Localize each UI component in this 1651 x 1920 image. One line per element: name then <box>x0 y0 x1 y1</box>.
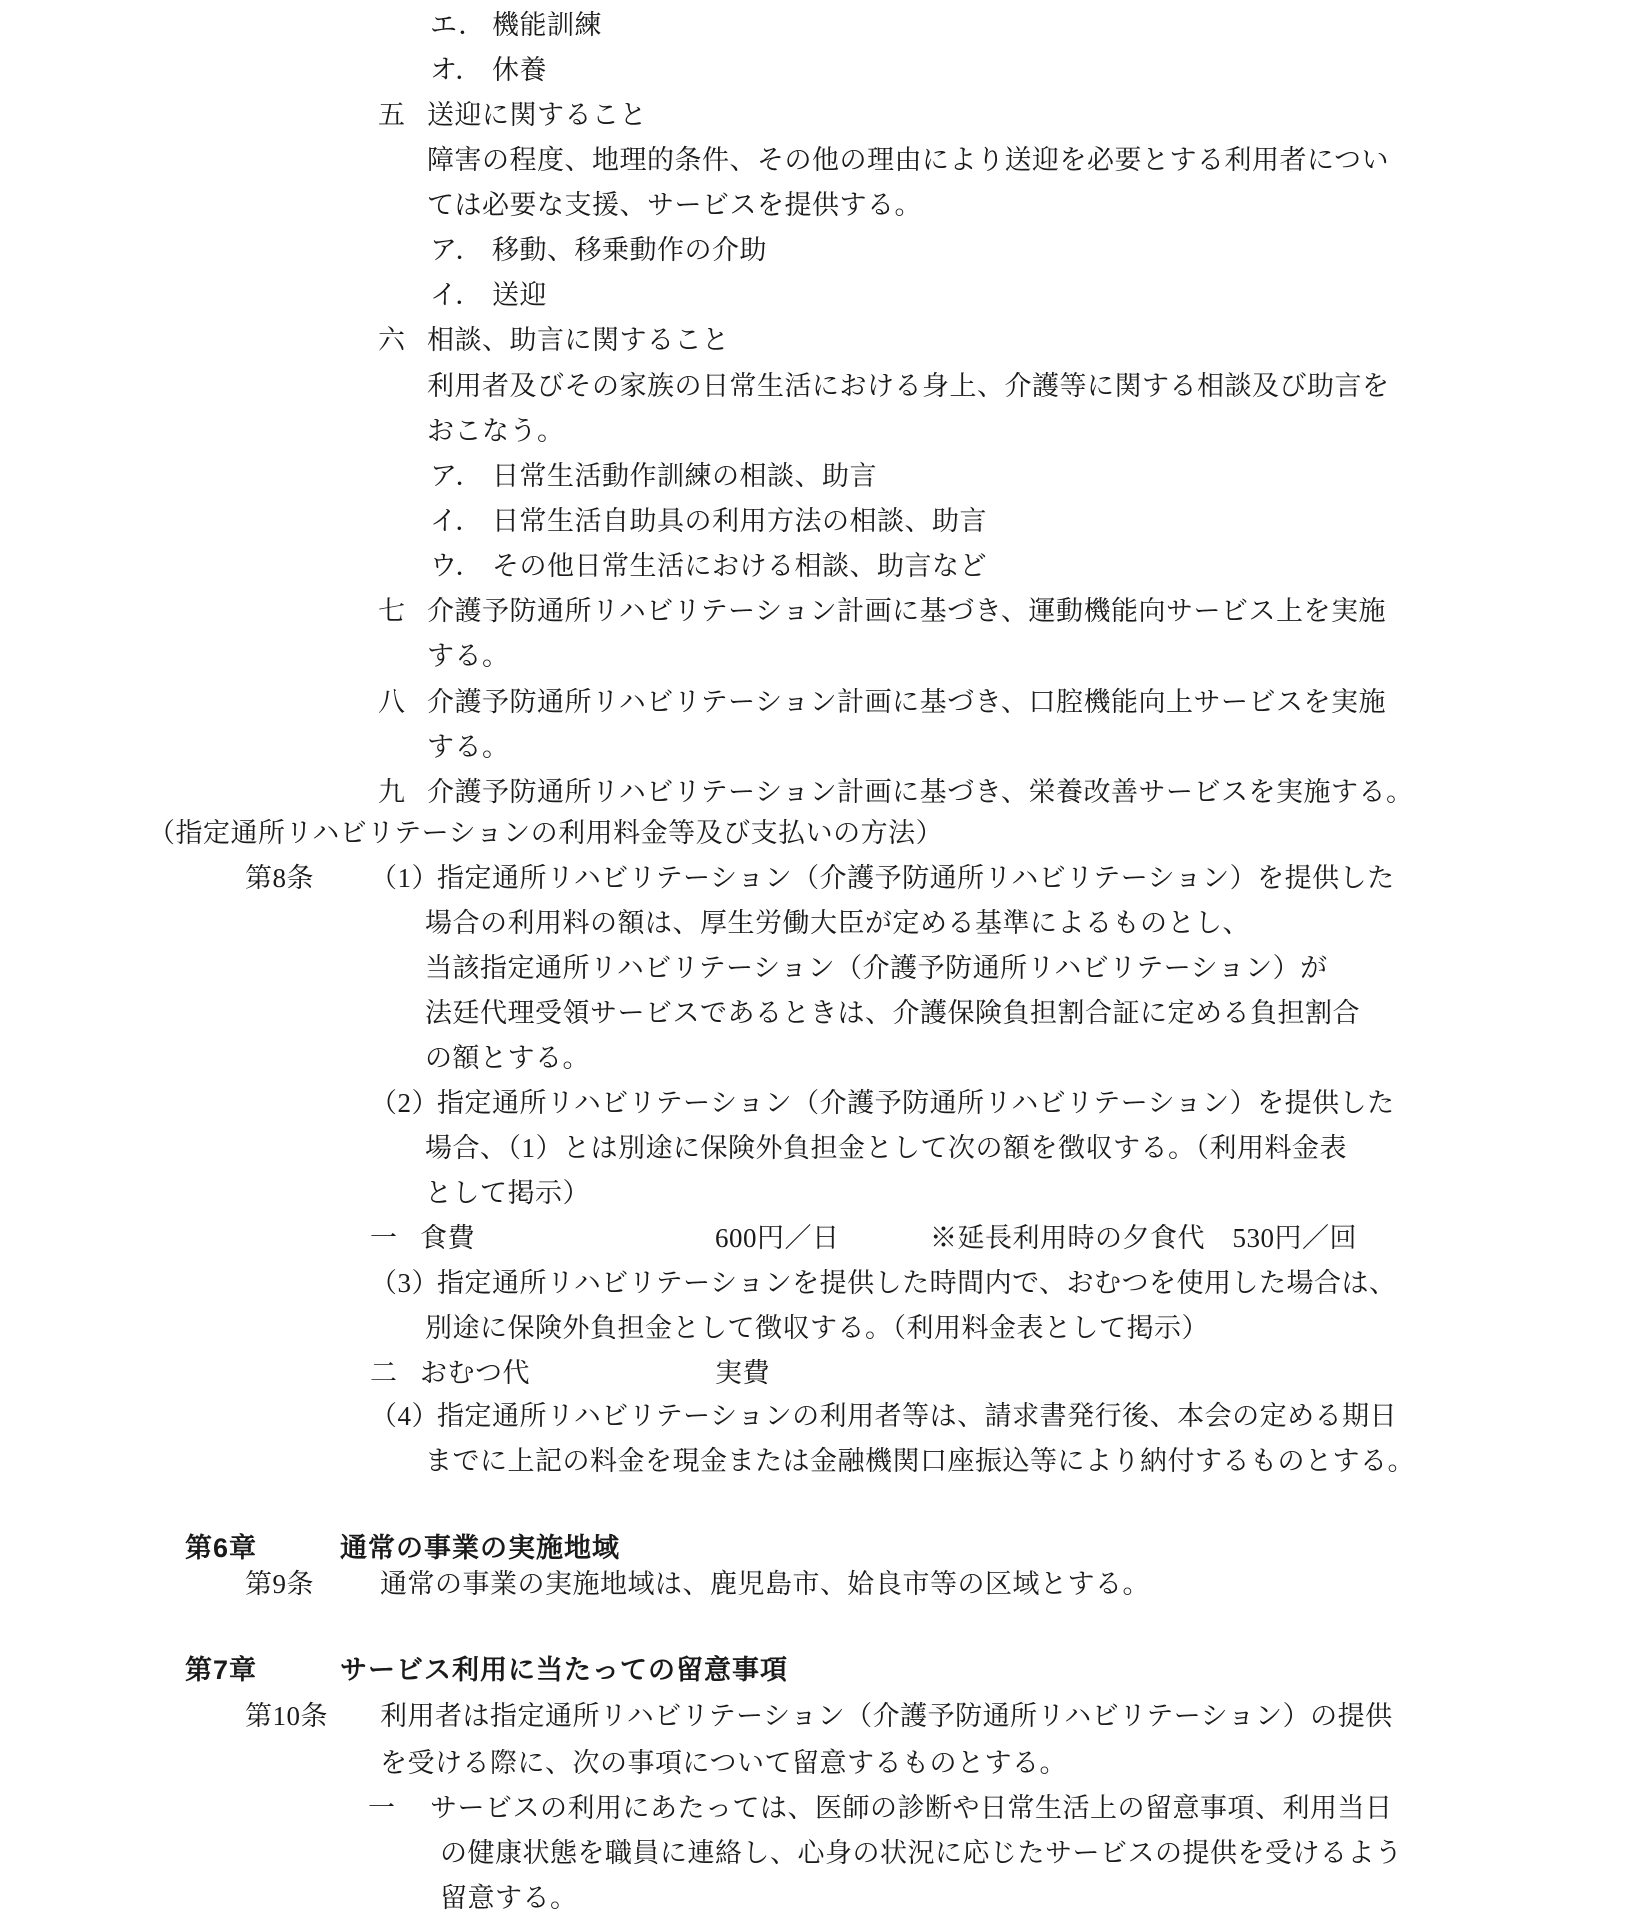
item-marker: ア． <box>430 235 483 265</box>
line-text: する。 <box>427 641 510 671</box>
continuation-line <box>425 1176 590 1210</box>
continuation-line <box>425 1311 1209 1345</box>
line-text: 日常生活動作訓練の相談、助言 <box>492 461 877 491</box>
line-text: の額とする。 <box>425 1043 590 1073</box>
line-text: 機能訓練 <box>492 10 602 40</box>
item-marker: 二 <box>370 1358 398 1388</box>
continuation-line <box>425 951 1328 985</box>
line-text: 指定通所リハビリテーションを提供した時間内で、おむつを使用した場合は、 <box>437 1268 1397 1298</box>
sub-item-line <box>430 8 602 42</box>
fee-note: ※延長利用時の夕食代 530円／回 <box>930 1223 1357 1253</box>
sub-item-line <box>430 504 987 538</box>
item-marker: 一 <box>368 1793 396 1823</box>
continuation-line <box>425 906 1250 940</box>
line-text: 介護予防通所リハビリテーション計画に基づき、口腔機能向上サービスを実施 <box>427 687 1386 717</box>
line-text: 指定通所リハビリテーション（介護予防通所リハビリテーション）を提供した <box>437 1088 1395 1118</box>
fee-value: 実費 <box>715 1358 770 1388</box>
chapter-title: サービス利用に当たっての留意事項 <box>340 1655 788 1685</box>
line-text: 日常生活自助具の利用方法の相談、助言 <box>492 506 987 536</box>
item-marker: 一 <box>370 1223 398 1253</box>
numbered-item-line <box>378 323 730 357</box>
article-10-line <box>245 1699 1393 1733</box>
item-marker: （2） <box>370 1088 439 1118</box>
section-label-line <box>148 816 943 850</box>
line-text: 指定通所リハビリテーションの利用者等は、請求書発行後、本会の定める期日 <box>437 1401 1398 1431</box>
numbered-item-line <box>378 594 1386 628</box>
line-text: 当該指定通所リハビリテーション（介護予防通所リハビリテーション）が <box>425 953 1328 983</box>
chapter-title: 通常の事業の実施地域 <box>340 1533 620 1563</box>
article-number: 第8条 <box>245 863 314 893</box>
line-text: サービスの利用にあたっては、医師の診断や日常生活上の留意事項、利用当日 <box>430 1793 1393 1823</box>
paren-item-line <box>370 1086 1395 1120</box>
sub-item-line <box>430 53 547 87</box>
fee-label: おむつ代 <box>420 1358 530 1388</box>
item-marker: エ． <box>430 10 486 40</box>
item-marker: 七 <box>378 596 406 626</box>
article-number: 第10条 <box>245 1701 328 1731</box>
line-text: として掲示） <box>425 1178 590 1208</box>
item-marker: 五 <box>378 100 406 130</box>
continuation-line <box>427 143 1389 177</box>
line-text: 送迎 <box>492 280 547 310</box>
item-marker: イ． <box>430 506 483 536</box>
paren-item-line <box>370 1399 1397 1433</box>
line-text: 障害の程度、地理的条件、その他の理由により送迎を必要とする利用者につい <box>427 145 1389 175</box>
line-text: 介護予防通所リハビリテーション計画に基づき、運動機能向サービス上を実施 <box>427 596 1386 626</box>
continuation-line <box>380 1746 1067 1780</box>
chapter-number: 第6章 <box>185 1533 258 1563</box>
line-text: 指定通所リハビリテーション（介護予防通所リハビリテーション）を提供した <box>437 863 1395 893</box>
line-text: 場合の利用料の額は、厚生労働大臣が定める基準によるものとし、 <box>425 908 1250 938</box>
continuation-line <box>440 1881 578 1915</box>
line-text: を受ける際に、次の事項について留意するものとする。 <box>380 1748 1067 1778</box>
sub-item-line <box>430 459 877 493</box>
item-marker: 九 <box>378 777 406 807</box>
item-marker: （3） <box>370 1268 439 1298</box>
continuation-line <box>425 1131 1347 1165</box>
item-marker: （4） <box>370 1401 439 1431</box>
numbered-item-line <box>378 685 1386 719</box>
line-text: 法廷代理受領サービスであるときは、介護保険負担割合証に定める負担割合 <box>425 998 1360 1028</box>
continuation-line <box>440 1836 1403 1870</box>
line-text: までに上記の料金を現金または金融機関口座振込等により納付するものとする。 <box>425 1446 1415 1476</box>
fee-value: 600円／日 <box>715 1223 840 1253</box>
article-number: 第9条 <box>245 1569 314 1599</box>
continuation-line <box>425 996 1360 1030</box>
continuation-line <box>425 1041 590 1075</box>
line-text: おこなう。 <box>427 416 565 446</box>
item-marker: ウ． <box>430 551 483 581</box>
fee-line-diaper <box>370 1356 770 1390</box>
line-text: 介護予防通所リハビリテーション計画に基づき、栄養改善サービスを実施する。 <box>427 777 1414 807</box>
item-marker: 八 <box>378 687 406 717</box>
paren-item-line <box>370 1266 1397 1300</box>
chapter-number: 第7章 <box>185 1655 258 1685</box>
item-marker: ア． <box>430 461 483 491</box>
numbered-item-line <box>368 1791 1393 1825</box>
line-text: 移動、移乗動作の介助 <box>492 235 767 265</box>
line-text: する。 <box>427 732 510 762</box>
line-text: 留意する。 <box>440 1883 578 1913</box>
article-9-line <box>245 1567 1150 1601</box>
continuation-line <box>427 639 510 673</box>
line-text: （指定通所リハビリテーションの利用料金等及び支払いの方法） <box>148 818 944 848</box>
fee-line-meal <box>370 1221 1357 1255</box>
line-text: 休養 <box>492 55 547 85</box>
sub-item-line <box>430 549 987 583</box>
line-text: 通常の事業の実施地域は、鹿児島市、姶良市等の区域とする。 <box>380 1569 1150 1599</box>
line-text: その他日常生活における相談、助言など <box>492 551 987 581</box>
continuation-line <box>425 1444 1415 1478</box>
line-text: ては必要な支援、サービスを提供する。 <box>427 190 922 220</box>
line-text: 相談、助言に関すること <box>427 325 730 355</box>
numbered-item-line <box>378 98 647 132</box>
chapter-7-heading <box>185 1653 788 1687</box>
line-text: 利用者は指定通所リハビリテーション（介護予防通所リハビリテーション）の提供 <box>380 1701 1393 1731</box>
line-text: 場合、（1）とは別途に保険外負担金として次の額を徴収する。（利用料金表 <box>425 1133 1347 1163</box>
line-text: 送迎に関すること <box>427 100 647 130</box>
numbered-item-line <box>378 775 1414 809</box>
article-8-line <box>245 861 1395 895</box>
line-text: 利用者及びその家族の日常生活における身上、介護等に関する相談及び助言を <box>427 371 1390 401</box>
continuation-line <box>427 188 922 222</box>
line-text: 別途に保険外負担金として徴収する。（利用料金表として掲示） <box>425 1313 1209 1343</box>
continuation-line <box>427 414 565 448</box>
item-marker: イ． <box>430 280 483 310</box>
continuation-line <box>427 730 510 764</box>
item-marker: （1） <box>370 863 439 893</box>
item-marker: 六 <box>378 325 406 355</box>
fee-label: 食費 <box>420 1223 475 1253</box>
continuation-line <box>427 369 1390 403</box>
sub-item-line <box>430 278 547 312</box>
chapter-6-heading <box>185 1531 620 1565</box>
item-marker: オ． <box>430 55 483 85</box>
line-text: の健康状態を職員に連絡し、心身の状況に応じたサービスの提供を受けるよう <box>440 1838 1403 1868</box>
sub-item-line <box>430 233 767 267</box>
